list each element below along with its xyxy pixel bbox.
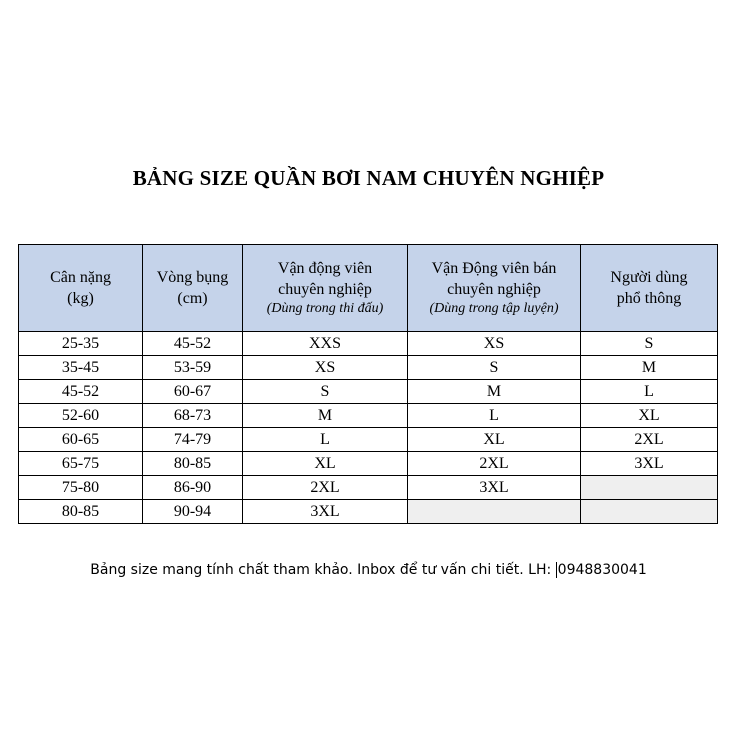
header-line1: Vận Động viên bán [431, 260, 557, 277]
header-line1: Người dùng [610, 269, 688, 286]
header-subtitle: (Dùng trong tập luyện) [429, 301, 559, 316]
phone-number: 0948830041 [557, 562, 647, 578]
table-cell-weight: 80-85 [19, 500, 143, 524]
table-cell-semi-pro-athlete: XL [408, 428, 581, 452]
table-cell-weight: 52-60 [19, 404, 143, 428]
table-cell-pro-athlete: M [243, 404, 408, 428]
table-cell-semi-pro-athlete [408, 500, 581, 524]
table-cell-weight: 60-65 [19, 428, 143, 452]
header-line1: Vận động viên [277, 260, 373, 277]
table-cell-weight: 35-45 [19, 356, 143, 380]
table-cell-regular-user: S [581, 332, 718, 356]
table-body [19, 332, 718, 524]
header-line2: (kg) [67, 290, 94, 307]
table-cell-pro-athlete: S [243, 380, 408, 404]
table-cell-regular-user: L [581, 380, 718, 404]
table-cell-weight: 25-35 [19, 332, 143, 356]
table-cell-waist: 60-67 [143, 380, 243, 404]
table-row [19, 452, 718, 476]
header-line1: Cân nặng [50, 269, 111, 286]
table-cell-pro-athlete: L [243, 428, 408, 452]
column-header-pro-athlete [243, 245, 408, 332]
table-cell-waist: 86-90 [143, 476, 243, 500]
table-cell-semi-pro-athlete: 2XL [408, 452, 581, 476]
table-row [19, 380, 718, 404]
table-cell-waist: 80-85 [143, 452, 243, 476]
table-cell-waist: 90-94 [143, 500, 243, 524]
table-header [19, 245, 718, 332]
table-cell-weight: 45-52 [19, 380, 143, 404]
header-line2: chuyên nghiệp [447, 281, 541, 298]
table-cell-regular-user [581, 476, 718, 500]
table-cell-pro-athlete: XL [243, 452, 408, 476]
header-line2: (cm) [177, 290, 208, 307]
column-header-semi-pro-athlete [408, 245, 581, 332]
table-row [19, 404, 718, 428]
table-cell-waist: 74-79 [143, 428, 243, 452]
column-header-regular-user [581, 245, 718, 332]
table-row [19, 332, 718, 356]
table-cell-weight: 75-80 [19, 476, 143, 500]
table-cell-regular-user: 3XL [581, 452, 718, 476]
table-cell-regular-user: 2XL [581, 428, 718, 452]
table-row [19, 476, 718, 500]
table-cell-semi-pro-athlete: 3XL [408, 476, 581, 500]
header-row [19, 245, 718, 332]
table-cell-pro-athlete: 2XL [243, 476, 408, 500]
table-cell-waist: 53-59 [143, 356, 243, 380]
footer-note [0, 562, 737, 578]
table-cell-weight: 65-75 [19, 452, 143, 476]
table-cell-semi-pro-athlete: XS [408, 332, 581, 356]
header-line2: phổ thông [616, 290, 682, 307]
column-header-weight [19, 245, 143, 332]
header-line2: chuyên nghiệp [278, 281, 372, 298]
note-text: Bảng size mang tính chất tham khảo. Inbox để tư vấn chi tiết. LH: [90, 562, 556, 578]
table-cell-waist: 68-73 [143, 404, 243, 428]
table-cell-pro-athlete: 3XL [243, 500, 408, 524]
table-row [19, 428, 718, 452]
table-row [19, 356, 718, 380]
column-header-waist [143, 245, 243, 332]
table-row [19, 500, 718, 524]
page-title: BẢNG SIZE QUẦN BƠI NAM CHUYÊN NGHIỆP [132, 166, 605, 190]
header-subtitle: (Dùng trong thi đấu) [266, 301, 384, 316]
table-cell-regular-user [581, 500, 718, 524]
size-chart-table [18, 244, 718, 524]
table-cell-semi-pro-athlete: S [408, 356, 581, 380]
table-cell-pro-athlete: XS [243, 356, 408, 380]
table-cell-semi-pro-athlete: M [408, 380, 581, 404]
table-cell-regular-user: M [581, 356, 718, 380]
table-cell-waist: 45-52 [143, 332, 243, 356]
table-cell-semi-pro-athlete: L [408, 404, 581, 428]
table-cell-regular-user: XL [581, 404, 718, 428]
table-cell-pro-athlete: XXS [243, 332, 408, 356]
header-line1: Vòng bụng [156, 269, 229, 286]
